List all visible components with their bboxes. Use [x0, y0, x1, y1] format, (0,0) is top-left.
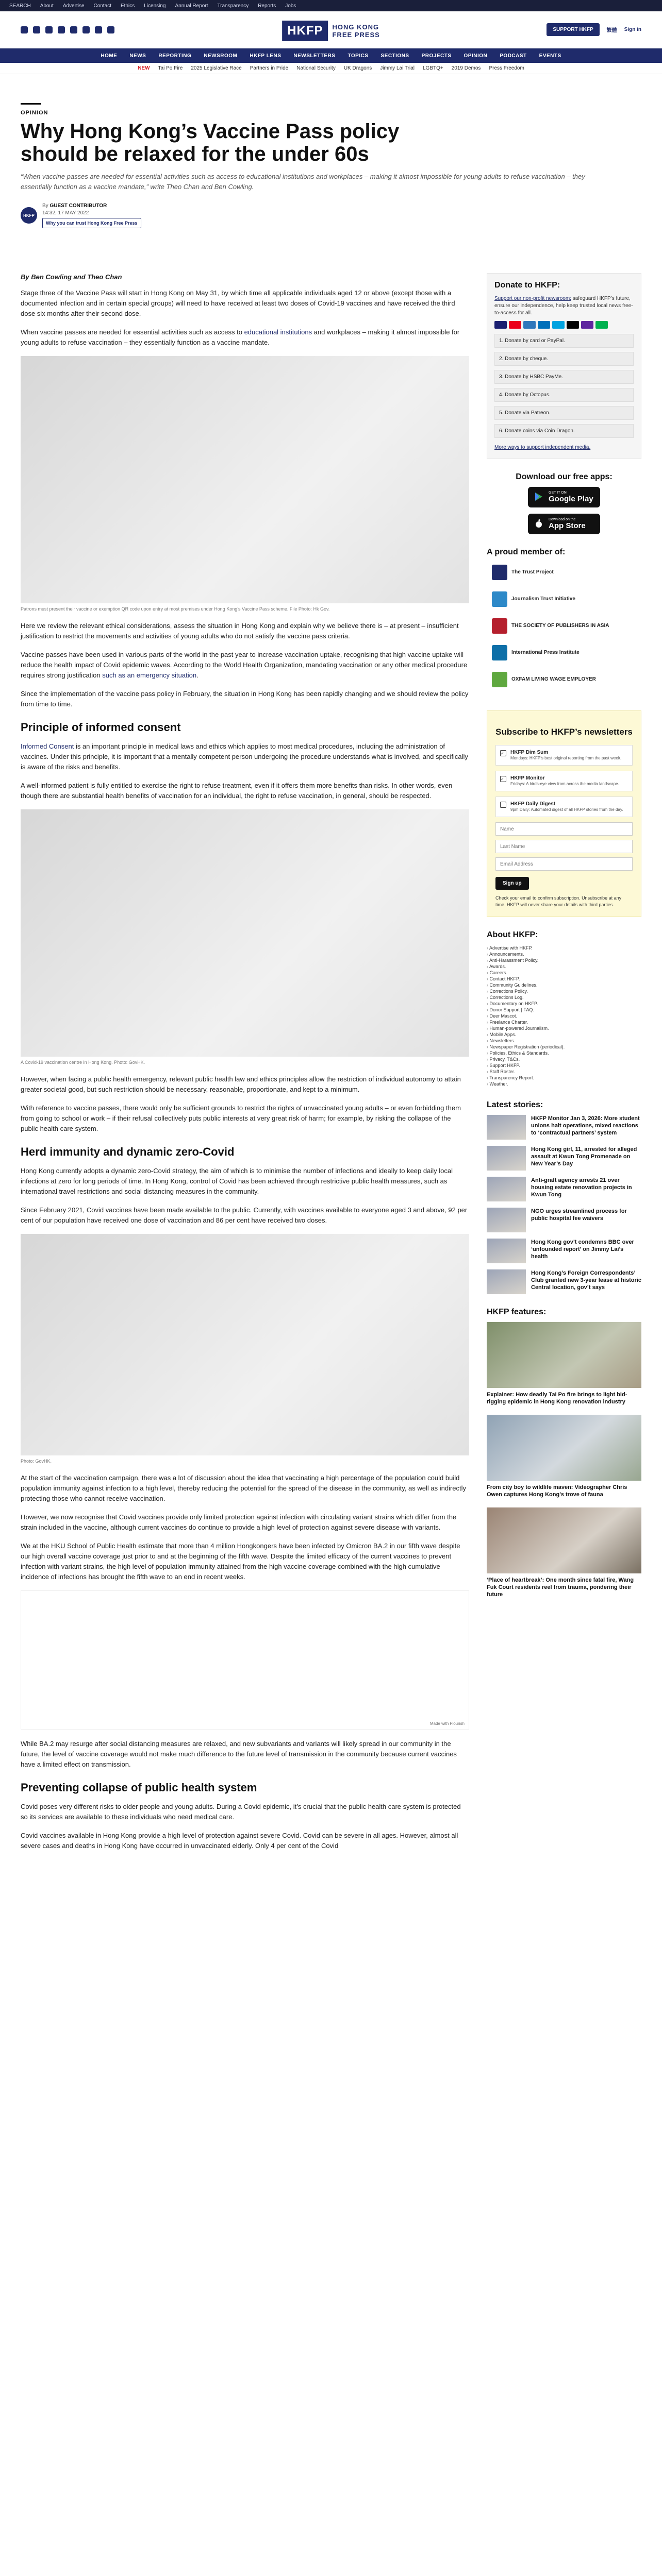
feature-story[interactable] — [487, 1507, 641, 1598]
sidebar — [487, 273, 641, 1859]
youtube-icon[interactable] — [70, 26, 77, 33]
member-logo[interactable] — [487, 616, 641, 636]
threads-icon[interactable] — [58, 26, 65, 33]
story-title[interactable]: Hong Kong’s Foreign Correspondents’ Club granted new 3-year lease at historic Central location, gov’t says — [531, 1270, 641, 1291]
inline-link[interactable]: Informed Consent — [21, 742, 74, 750]
latest-section — [487, 1100, 641, 1294]
paragraph: However, when facing a public health emergency, relevant public health law and ethics principles allow the restriction of individual autonomy to attain greater societal good, but such restriction should be necessary, reasonable, proportionate, and kept to a minimum. — [21, 1075, 461, 1093]
article-photo — [21, 809, 469, 1057]
section-heading: Herd immunity and dynamic zero-Covid — [21, 1145, 235, 1158]
latest-story[interactable] — [487, 1115, 641, 1140]
nav-opinion[interactable]: OPINION — [464, 53, 488, 59]
newsletter-option-text — [510, 801, 623, 812]
publish-date: 14:32, 17 MAY 2022 — [42, 210, 89, 216]
story-title[interactable]: NGO urges streamlined process for public hospital fee waivers — [531, 1208, 627, 1222]
payment-card-icon — [523, 321, 536, 329]
app-store-big: App Store — [549, 521, 586, 530]
membership-section — [487, 548, 641, 690]
utility-about[interactable]: About — [40, 3, 54, 9]
features-title: HKFP features: — [487, 1308, 547, 1316]
payment-card-icon — [595, 321, 608, 329]
newsletter-name: HKFP Dim Sum — [510, 750, 549, 755]
article-dek: “When vaccine passes are needed for essential activities such as access to educational institutions and workplaces – making it almost impossible for young adults to refuse vaccination – they essentially function as a vaccine mandate,” write Theo Chan and Ben Cowling. — [21, 173, 585, 191]
sign-up-button[interactable]: Sign up — [495, 877, 529, 890]
member-logo[interactable] — [487, 669, 641, 690]
feature-title[interactable]: From city boy to wildlife maven: Videographer Chris Owen captures Hong Kong’s trove of fauna — [487, 1484, 627, 1498]
checkbox[interactable]: ✓ — [500, 750, 506, 756]
about-link[interactable]: › Corrections Log. — [487, 994, 641, 1001]
rss-icon[interactable] — [107, 26, 114, 33]
about-link[interactable]: › Advertise with HKFP. — [487, 945, 641, 951]
utility-transparency[interactable]: Transparency — [217, 3, 249, 9]
nav-events[interactable]: EVENTS — [539, 53, 561, 59]
photo-caption: Patrons must present their vaccine or exemption QR code upon entry at most premises under Hong Kong’s Vaccine Pass scheme. File Photo: Hk Gov. — [21, 606, 330, 612]
member-name: Journalism Trust Initiative — [511, 596, 575, 602]
utility-annual-report[interactable]: Annual Report — [175, 3, 208, 9]
content-layout — [21, 273, 641, 1859]
byline — [21, 202, 600, 228]
payment-methods — [494, 321, 634, 329]
more-ways-link[interactable]: More ways to support independent media. — [494, 445, 591, 450]
about-link[interactable]: › Anti-Harassment Policy. — [487, 957, 641, 963]
about-link[interactable]: › Careers. — [487, 970, 641, 976]
checkbox[interactable]: ✓ — [500, 776, 506, 782]
payment-card-icon — [494, 321, 507, 329]
donate-option[interactable]: 6. Donate coins via Coin Dragon. — [494, 424, 634, 438]
about-link[interactable]: › Privacy, T&Cs. — [487, 1056, 641, 1062]
newsletter-name: HKFP Daily Digest — [510, 801, 556, 807]
about-link[interactable]: › Awards. — [487, 963, 641, 970]
nav-reporting[interactable]: REPORTING — [158, 53, 192, 59]
last-name-input[interactable] — [495, 840, 633, 853]
latest-story[interactable] — [487, 1239, 641, 1263]
newsletter-option-text — [510, 775, 619, 787]
newsletter-title: Subscribe to HKFP’s newsletters — [495, 727, 633, 737]
newsletter-option[interactable] — [495, 796, 633, 817]
trending-link[interactable]: Tai Po Fire — [158, 65, 183, 71]
member-name: OXFAM LIVING WAGE EMPLOYER — [511, 676, 596, 682]
about-link[interactable]: › Weather. — [487, 1081, 641, 1087]
about-link[interactable]: › Freelance Charter. — [487, 1019, 641, 1025]
paragraph — [21, 327, 469, 348]
article-photo — [21, 1234, 469, 1455]
story-thumbnail[interactable] — [487, 1239, 526, 1263]
member-logo-icon — [492, 672, 507, 687]
telegram-icon[interactable] — [82, 26, 90, 33]
logo-wordmark — [332, 23, 379, 39]
utility-reports[interactable]: Reports — [258, 3, 276, 9]
newsletter-option[interactable] — [495, 745, 633, 766]
utility-ethics[interactable]: Ethics — [120, 3, 135, 9]
feature-story[interactable] — [487, 1322, 641, 1405]
about-link[interactable]: › Human-powered Journalism. — [487, 1025, 641, 1031]
payment-card-icon — [538, 321, 550, 329]
chart-credit[interactable]: Made with Flourish — [429, 1721, 465, 1726]
feature-title[interactable]: ‘Place of heartbreak’: One month since fatal fire, Wang Fuk Court residents reel from trauma, pondering their future — [487, 1577, 634, 1598]
paragraph: With reference to vaccine passes, there would only be sufficient grounds to restrict the rights of unvaccinated young adults – or even forbidding them from going to school or work – if their refusal collectively puts public interests at very great risk of harm; for example, by risking the collapse of the public health care system. — [21, 1104, 461, 1132]
donate-title: Donate to HKFP: — [494, 281, 560, 290]
latest-story[interactable] — [487, 1269, 641, 1294]
logo-line-1: HONG KONG — [332, 23, 379, 31]
utility-search[interactable]: SEARCH — [9, 3, 31, 9]
site-logo[interactable] — [282, 21, 380, 41]
donate-link[interactable]: Support our non-profit newsroom: — [494, 296, 571, 301]
story-title[interactable]: Anti-graft agency arrests 21 over housing estate renovation projects in Kwun Tong — [531, 1177, 632, 1198]
instagram-icon[interactable] — [45, 26, 53, 33]
utility-jobs[interactable]: Jobs — [285, 3, 296, 9]
donate-description — [494, 295, 634, 317]
donate-option[interactable]: 4. Donate by Octopus. — [494, 388, 634, 402]
donate-box — [487, 273, 641, 459]
nav-topics[interactable]: TOPICS — [347, 53, 369, 59]
article-body — [21, 273, 469, 1859]
story-thumbnail[interactable] — [487, 1269, 526, 1294]
trust-badge[interactable]: Why you can trust Hong Kong Free Press — [42, 218, 141, 228]
newsletter-note: Check your email to confirm subscription. Unsubscribe at any time. HKFP will never share your details with third parties. — [495, 895, 622, 907]
feature-story[interactable] — [487, 1415, 641, 1498]
about-link[interactable]: › Mobile Apps. — [487, 1031, 641, 1038]
feature-image[interactable] — [487, 1322, 641, 1388]
utility-advertise[interactable]: Advertise — [62, 3, 85, 9]
paragraph: At the start of the vaccination campaign, there was a lot of discussion about the idea that vaccinating a high percentage of the population could build population immunity against infection to a high level, thereby reducing the potential for the spread of the disease in the community, as well as indirectly protecting those who cannot receive vaccination. — [21, 1474, 467, 1502]
paragraph: Here we review the relevant ethical considerations, assess the situation in Hong Kong and explain why we believe there is – at present – insufficient justification to restrict the movements and activities of young adults who do not satisfy the vaccine pass criteria. — [21, 622, 459, 640]
google-play-big: Google Play — [549, 495, 593, 503]
member-logo[interactable] — [487, 642, 641, 663]
about-link[interactable]: › Community Guidelines. — [487, 982, 641, 988]
member-name: International Press Institute — [511, 650, 580, 655]
member-name: The Trust Project — [511, 569, 554, 575]
main-nav — [0, 48, 662, 63]
social-links — [21, 26, 114, 33]
utility-licensing[interactable]: Licensing — [144, 3, 166, 9]
story-thumbnail[interactable] — [487, 1208, 526, 1232]
membership-logos — [487, 562, 641, 690]
facebook-icon[interactable] — [21, 26, 28, 33]
email-icon[interactable] — [95, 26, 102, 33]
checkbox[interactable] — [500, 802, 506, 808]
story-title[interactable]: Hong Kong girl, 11, arrested for alleged assault at Kwun Tong Promenade on New Year’s Day — [531, 1146, 637, 1167]
nav-newsroom[interactable]: NEWSROOM — [204, 53, 238, 59]
article-header — [0, 74, 621, 228]
paragraph — [21, 741, 469, 772]
google-play-badge[interactable] — [528, 487, 600, 507]
category-rule — [21, 103, 41, 105]
sign-in-link[interactable]: Sign in — [624, 27, 641, 32]
about-link[interactable]: › Support HKFP. — [487, 1062, 641, 1069]
trending-link[interactable]: LGBTQ+ — [422, 65, 443, 71]
nav-sections[interactable]: SECTIONS — [380, 53, 409, 59]
donate-option[interactable]: 2. Donate by cheque. — [494, 352, 634, 366]
about-links — [487, 945, 641, 1087]
donate-option[interactable]: 3. Donate by HSBC PayMe. — [494, 370, 634, 384]
donate-option[interactable]: 5. Donate via Patreon. — [494, 406, 634, 420]
newsletter-box — [487, 710, 641, 917]
app-store-small: Download on the — [549, 518, 576, 521]
member-name: THE SOCIETY OF PUBLISHERS IN ASIA — [511, 623, 609, 629]
apps-section — [487, 472, 641, 534]
paragraph: Stage three of the Vaccine Pass will start in Hong Kong on May 31, by which time all applicable individuals aged 12 or above (except those with a documented infection and in certain special groups) will need to have received at least two doses of Covid-19 vaccines and have received the third dose six months after their second dose. — [21, 289, 455, 317]
byline-by: By — [42, 203, 50, 209]
paragraph-text: is an important principle in medical laws and ethics which applies to most medical procedures, including the administration of vaccines. Under this principle, it is important that a mentally competent person undergoing the procedure understands what is involved, and specifically is aware of the risks and benefits. — [21, 742, 468, 771]
member-logo[interactable] — [487, 589, 641, 609]
feature-image[interactable] — [487, 1507, 641, 1573]
donate-text: safeguard HKFP’s future, ensure our independence, help keep trusted local news free-to-access for all. — [494, 296, 633, 316]
email-input[interactable] — [495, 857, 633, 871]
paragraph: Since the implementation of the vaccine pass policy in February, the situation in Hong Kong has been rapidly changing and we should review the policy from time to time. — [21, 690, 469, 708]
trending-link[interactable]: 2019 Demos — [451, 65, 481, 71]
newsletter-option-text — [510, 750, 621, 761]
about-link[interactable]: › Contact HKFP. — [487, 976, 641, 982]
paragraph: Covid vaccines available in Hong Kong provide a high level of protection against severe Covid. Covid can be severe in all ages. However, almost all severe cases and deaths in Hong Kong have occurred in unvaccinated elderly. Only 4 per cent of the Covid — [21, 1832, 458, 1850]
about-link[interactable]: › Donor Support | FAQ. — [487, 1007, 641, 1013]
google-play-small: GET IT ON — [549, 491, 567, 495]
utility-contact[interactable]: Contact — [93, 3, 111, 9]
utility-bar — [0, 0, 662, 11]
trending-label: NEW — [138, 65, 150, 71]
article-category[interactable]: OPINION — [21, 110, 48, 116]
language-toggle[interactable]: 繁體 — [606, 28, 617, 33]
newsletter-name: HKFP Monitor — [510, 775, 545, 781]
apple-icon — [534, 519, 543, 528]
features-section — [487, 1308, 641, 1598]
author-avatar[interactable]: HKFP — [21, 207, 37, 224]
story-thumbnail[interactable] — [487, 1177, 526, 1201]
nav-home[interactable]: HOME — [101, 53, 118, 59]
about-link[interactable]: › Newsletters. — [487, 1038, 641, 1044]
paragraph: Since February 2021, Covid vaccines have been made available to the public. Currently, with vaccines available to everyone aged 3 and above, 92 per cent of our population have received one dose of vaccination and 86 per cent have received two doses. — [21, 1206, 468, 1224]
about-link[interactable]: › Transparency Report. — [487, 1075, 641, 1081]
member-logo-icon — [492, 591, 507, 607]
nav-projects[interactable]: PROJECTS — [421, 53, 452, 59]
membership-title: A proud member of: — [487, 548, 566, 556]
payment-card-icon — [581, 321, 593, 329]
donate-option[interactable]: 1. Donate by card or PayPal. — [494, 334, 634, 348]
story-title[interactable]: HKFP Monitor Jan 3, 2026: More student unions halt operations, mixed reactions to ‘contractual partners’ system — [531, 1115, 640, 1136]
member-logo-icon — [492, 645, 507, 660]
newsletter-option[interactable] — [495, 771, 633, 791]
latest-story[interactable] — [487, 1146, 641, 1171]
payment-card-icon — [552, 321, 565, 329]
paragraph-text: and workplaces – making it almost impossible for young adults to refuse vaccination – they essentially function as a vaccine mandate. — [21, 328, 460, 346]
apps-title: Download our free apps: — [516, 472, 613, 481]
about-link[interactable]: › Documentary on HKFP. — [487, 1001, 641, 1007]
masthead — [0, 11, 662, 48]
about-title: About HKFP: — [487, 930, 538, 939]
inline-link[interactable]: educational institutions — [244, 328, 312, 336]
nav-newsletters[interactable]: NEWSLETTERS — [293, 53, 336, 59]
section-heading: Preventing collapse of public health system — [21, 1781, 257, 1794]
article-authors: By Ben Cowling and Theo Chan — [21, 273, 122, 281]
payment-card-icon — [567, 321, 579, 329]
feature-title[interactable]: Explainer: How deadly Tai Po fire brings to light bid-rigging epidemic in Hong Kong renovation industry — [487, 1392, 627, 1405]
trending-link[interactable]: National Security — [296, 65, 336, 71]
logo-line-2: FREE PRESS — [332, 31, 380, 39]
about-link[interactable]: › Staff Roster. — [487, 1069, 641, 1075]
about-link[interactable]: › Corrections Policy. — [487, 988, 641, 994]
logo-mark: HKFP — [282, 21, 328, 41]
article-photo — [21, 356, 469, 603]
trending-link[interactable]: UK Dragons — [343, 65, 372, 71]
paragraph: While BA.2 may resurge after social distancing measures are relaxed, and new subvariants and variants will likely spread in our community in the future, the level of vaccine coverage would not make much difference to the future level of transmission in the community because current vaccines have a limited effect on transmission. — [21, 1740, 457, 1768]
latest-story[interactable] — [487, 1208, 641, 1232]
newsletter-desc: Fridays: A birds-eye view from across the media landscape. — [510, 782, 619, 786]
latest-story[interactable] — [487, 1177, 641, 1201]
paragraph — [21, 650, 469, 681]
newsletter-options — [495, 745, 633, 817]
paragraph-text: . — [196, 671, 198, 679]
paragraph-text: Vaccine passes have been used in various parts of the world in the past year to increase vaccination uptake, recognising that high vaccine uptake will reduce the health impact of Covid epidemic waves. According to the World Health Organization, mandating vaccination or any other medical procedure requires strong justification — [21, 651, 468, 679]
feature-stories — [487, 1322, 641, 1598]
payment-card-icon — [509, 321, 521, 329]
donate-options — [494, 334, 634, 438]
story-title[interactable]: Hong Kong gov’t condemns BBC over ‘unfounded report’ on Jimmy Lai’s health — [531, 1239, 634, 1260]
about-link[interactable]: › Newspaper Registration (periodical). — [487, 1044, 641, 1050]
trending-link[interactable]: Partners in Pride — [250, 65, 289, 71]
section-heading: Principle of informed consent — [21, 721, 181, 734]
article-headline: Why Hong Kong’s Vaccine Pass policy should be relaxed for the under 60s — [21, 120, 400, 165]
nav-podcast[interactable]: PODCAST — [500, 53, 527, 59]
nav-hkfp-lens[interactable]: HKFP LENS — [250, 53, 282, 59]
member-logo-icon — [492, 618, 507, 634]
trending-link[interactable]: Press Freedom — [489, 65, 524, 71]
latest-title: Latest stories: — [487, 1100, 543, 1109]
story-thumbnail[interactable] — [487, 1115, 526, 1140]
about-link[interactable]: › Announcements. — [487, 951, 641, 957]
newsletter-desc: Mondays: HKFP’s best original reporting from the past week. — [510, 756, 622, 760]
latest-stories — [487, 1115, 641, 1294]
photo-caption: A Covid-19 vaccination centre in Hong Kong. Photo: GovHK. — [21, 1060, 145, 1065]
google-play-icon — [534, 492, 543, 501]
byline-author-label[interactable]: GUEST CONTRIBUTOR — [49, 203, 107, 209]
about-link[interactable]: › Policies, Ethics & Standards. — [487, 1050, 641, 1056]
photo-caption: Photo: GovHK. — [21, 1459, 52, 1464]
trending-link[interactable]: Jimmy Lai Trial — [380, 65, 415, 71]
member-logo[interactable] — [487, 562, 641, 583]
trending-bar — [0, 63, 662, 74]
newsletter-desc: 9pm Daily: Automated digest of all HKFP stories from the day. — [510, 807, 623, 812]
feature-image[interactable] — [487, 1415, 641, 1481]
story-thumbnail[interactable] — [487, 1146, 526, 1171]
about-section — [487, 930, 641, 1087]
about-link[interactable]: › Deer Mascot. — [487, 1013, 641, 1019]
first-name-input[interactable] — [495, 822, 633, 836]
paragraph: However, we now recognise that Covid vaccines provide only limited protection against infection with circulating variant strains which differ from the strain included in the vaccine, although current vaccines do continue to provide a high level of protection against severe disease with variants. — [21, 1513, 457, 1531]
trending-link[interactable]: 2025 Legislative Race — [191, 65, 242, 71]
support-hkfp-button[interactable]: SUPPORT HKFP — [547, 23, 599, 36]
app-store-badge[interactable] — [528, 514, 600, 534]
paragraph-text: When vaccine passes are needed for essential activities such as access to — [21, 328, 244, 336]
nav-news[interactable]: NEWS — [129, 53, 146, 59]
byline-meta — [42, 202, 141, 228]
inline-link[interactable]: such as an emergency situation — [102, 671, 197, 679]
paragraph: Covid poses very different risks to older people and young adults. During a Covid epidemic, it’s crucial that the public health care system is protected so its services are available to these individuals who need medical care. — [21, 1803, 461, 1821]
member-logo-icon — [492, 565, 507, 580]
x-icon[interactable] — [33, 26, 40, 33]
paragraph: Hong Kong currently adopts a dynamic zero-Covid strategy, the aim of which is to minimise the number of infections and ideally to keep daily local infections at zero for long periods of time. In Hong Kong, control of Covid has been achieved through restrictive public health measures, such as international travel restrictions and social distancing measures in the community. — [21, 1167, 453, 1195]
embedded-chart — [21, 1590, 469, 1730]
paragraph: We at the HKU School of Public Health estimate that more than 4 million Hongkongers have been infected by Omicron BA.2 in our fifth wave despite our high overall vaccine coverage just prior to and at the beginning of the fifth wave. Despite the limited efficacy of the current vaccines to prevent infection with variant strains, the high level of population immunity attained from the high vaccine coverage combined with the high cumulative incidence of infections has brought the fifth wave to an end in recent weeks. — [21, 1542, 460, 1581]
masthead-actions — [547, 23, 641, 36]
paragraph: A well-informed patient is fully entitled to exercise the right to refuse treatment, even if it offers them more benefits than risks. In other words, even though there are substantial health benefits of vaccination for an individual, the right to refuse vaccination, in general, should be respected. — [21, 782, 453, 800]
